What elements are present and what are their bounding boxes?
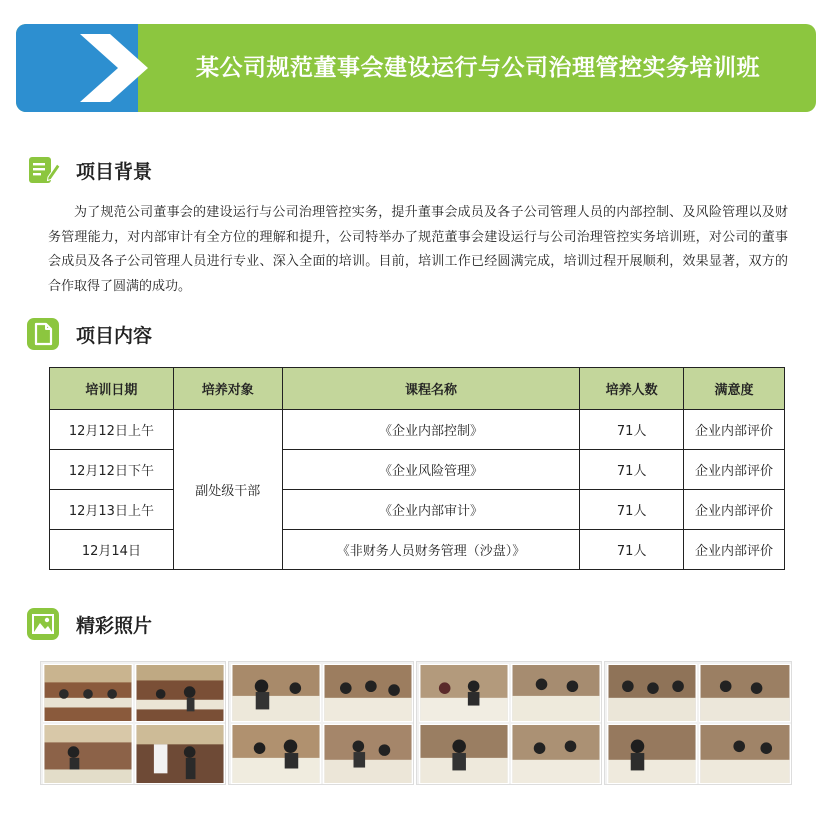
title-banner [16, 24, 816, 112]
header-target: 培养对象 [173, 368, 282, 410]
page-title: 某公司规范董事会建设运行与公司治理管控实务培训班 [196, 55, 760, 81]
training-photo [699, 664, 791, 722]
header-date: 培训日期 [50, 368, 174, 410]
cell-date: 12月14日 [50, 530, 174, 570]
training-photo [511, 724, 601, 784]
cell-satisfaction: 企业内部评价 [684, 490, 785, 530]
table-row [50, 410, 785, 450]
arrow-right-icon [80, 34, 148, 102]
training-photo [607, 664, 697, 722]
edit-document-icon [26, 153, 60, 187]
training-photo [135, 664, 225, 722]
cell-course: 《企业内部审计》 [282, 490, 580, 530]
training-photo [419, 664, 509, 722]
cell-count: 71人 [580, 490, 684, 530]
photo-panel [228, 661, 414, 785]
section-title-content: 项目内容 [76, 324, 153, 347]
cell-satisfaction: 企业内部评价 [684, 450, 785, 490]
training-photo [419, 724, 509, 784]
training-photo [43, 664, 133, 722]
cell-course: 《企业内部控制》 [282, 410, 580, 450]
cell-date: 12月12日下午 [50, 450, 174, 490]
cell-date: 12月12日上午 [50, 410, 174, 450]
cell-count: 71人 [580, 530, 684, 570]
course-table [49, 367, 785, 570]
section-title-photos: 精彩照片 [76, 614, 153, 637]
training-photo [511, 664, 601, 722]
cell-satisfaction: 企业内部评价 [684, 410, 785, 450]
section-title-background: 项目背景 [76, 160, 153, 183]
training-photo [231, 664, 321, 722]
photo-gallery [40, 661, 792, 785]
photo-panel [416, 661, 602, 785]
picture-icon [26, 607, 60, 641]
table-row [50, 450, 785, 490]
training-photo [323, 664, 413, 722]
cell-count: 71人 [580, 410, 684, 450]
section-header-background [26, 152, 152, 188]
document-icon [26, 317, 60, 351]
section-header-content [26, 316, 152, 352]
section-header-photos [26, 606, 152, 642]
cell-satisfaction: 企业内部评价 [684, 530, 785, 570]
table-row [50, 530, 785, 570]
photo-panel [40, 661, 226, 785]
training-photo [43, 724, 133, 784]
cell-date: 12月13日上午 [50, 490, 174, 530]
cell-course: 《非财务人员财务管理（沙盘）》 [282, 530, 580, 570]
header-course: 课程名称 [282, 368, 580, 410]
background-paragraph: 为了规范公司董事会的建设运行与公司治理管控实务，提升董事会成员及各子公司管理人员的内部控制、及风险管理以及财务管理能力，对内部审计有全方位的理解和提升，公司特举办了规范董事会建设运行与公司治理管控实务培训班，对公司的董事会成员及各子公司管理人员进行专业、深入全面的培训。目前，培训工作已经圆满完成，培训过程开展顺利，效果显著，双方的合作取得了圆满的成功。 [48, 205, 788, 294]
cell-count: 71人 [580, 450, 684, 490]
training-photo [607, 724, 697, 784]
training-photo [323, 724, 413, 784]
header-satisfaction: 满意度 [684, 368, 785, 410]
cell-course: 《企业风险管理》 [282, 450, 580, 490]
table-header-row [50, 368, 785, 410]
training-photo [135, 724, 225, 784]
photo-panel [604, 661, 792, 785]
table-row [50, 490, 785, 530]
training-photo [699, 724, 791, 784]
training-photo [231, 724, 321, 784]
header-count: 培养人数 [580, 368, 684, 410]
cell-target: 副处级干部 [173, 410, 282, 570]
